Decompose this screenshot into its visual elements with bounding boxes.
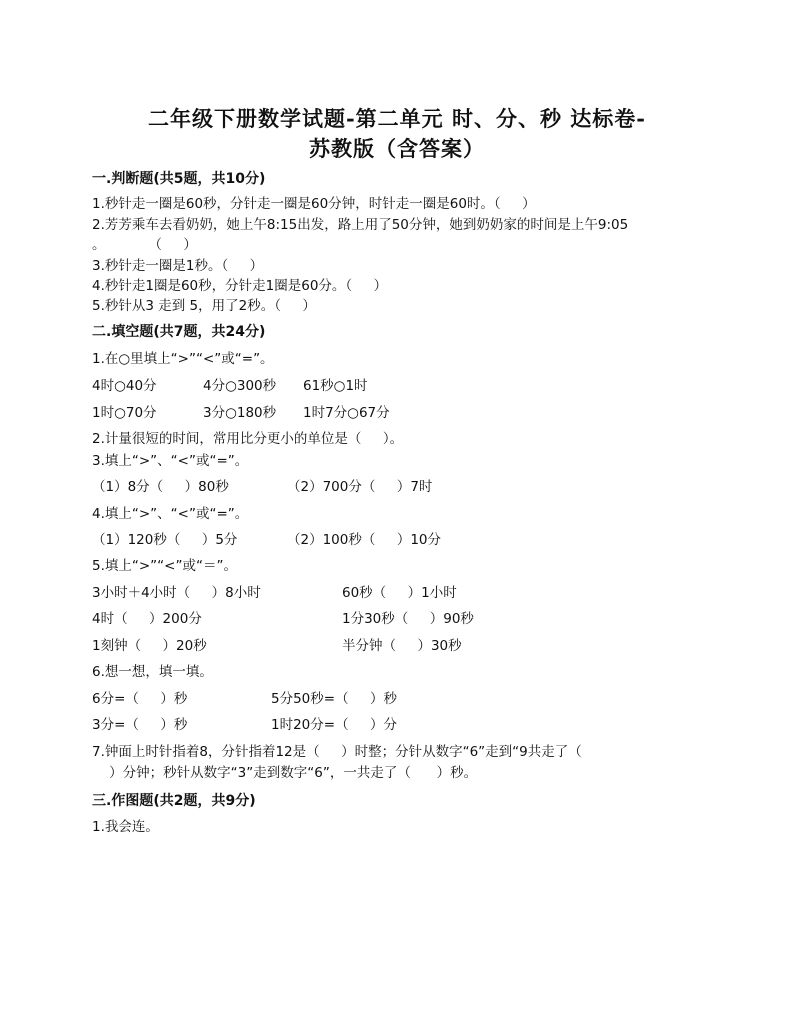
s2-question-5: 5.填上“>”“<”或“＝”。 — [92, 558, 237, 574]
s2-question-2: 2.计量很短的时间，常用比分更小的单位是（ ）。 — [92, 431, 404, 447]
s2-q1-item: 4时○40分 — [92, 378, 157, 394]
s2-q5-item: 半分钟（ ）30秒 — [342, 638, 462, 654]
s2-q4-item: （1）120秒（ ）5分 — [92, 532, 238, 548]
section-3-heading: 三.作图题(共2题，共9分) — [92, 793, 256, 809]
s1-question-2-line-2: 。 （ ） — [92, 237, 197, 253]
s2-q4-item: （2）100秒（ ）10分 — [287, 532, 441, 548]
s1-question-5: 5.秒针从3 走到 5，用了2秒。（ ） — [92, 298, 316, 314]
s1-question-2-line-1: 2.芳芳乘车去看奶奶，她上午8:15出发，路上用了50分钟，她到奶奶家的时间是上午9:05 — [92, 217, 629, 233]
s2-q5-item: 1分30秒（ ）90秒 — [342, 611, 474, 627]
s2-q3-item: （1）8分（ ）80秒 — [92, 479, 229, 495]
document-title-line-1: 二年级下册数学试题-第二单元 时、分、秒 达标卷- — [147, 106, 647, 131]
section-2-heading: 二.填空题(共7题，共24分) — [92, 324, 266, 340]
s2-q1-item: 4分○300秒 — [203, 378, 277, 394]
s2-q6-item: 6分=（ ）秒 — [92, 691, 188, 707]
s2-question-7-line-2: ）分钟；秒针从数字“3”走到数字“6”，一共走了（ ）秒。 — [92, 765, 478, 781]
s2-q1-item: 61秒○1时 — [303, 378, 368, 394]
s2-q1-item: 1时7分○67分 — [303, 405, 390, 421]
s3-question-1: 1.我会连。 — [92, 819, 159, 835]
s1-question-3: 3.秒针走一圈是1秒。（ ） — [92, 258, 264, 274]
s2-question-6: 6.想一想，填一填。 — [92, 664, 213, 680]
s2-q5-item: 3小时＋4小时（ ）8小时 — [92, 585, 261, 601]
s2-q6-item: 3分=（ ）秒 — [92, 717, 188, 733]
s2-question-4: 4.填上“>”、“<”或“=”。 — [92, 506, 249, 522]
document-title-line-2: 苏教版（含答案） — [309, 136, 485, 161]
s2-q1-item: 3分○180秒 — [203, 405, 277, 421]
s1-question-1: 1.秒针走一圈是60秒，分针走一圈是60分钟，时针走一圈是60时。（ ） — [92, 196, 536, 212]
section-1-heading: 一.判断题(共5题，共10分) — [92, 171, 266, 187]
s2-q5-item: 4时（ ）200分 — [92, 611, 202, 627]
s2-q6-item: 1时20分=（ ）分 — [271, 717, 398, 733]
s2-question-1: 1.在○里填上“>”“<”或“=”。 — [92, 351, 274, 367]
s1-question-4: 4.秒针走1圈是60秒，分针走1圈是60分。（ ） — [92, 278, 388, 294]
s2-q6-item: 5分50秒=（ ）秒 — [271, 691, 398, 707]
s2-question-3: 3.填上“>”、“<”或“=”。 — [92, 453, 249, 469]
s2-q5-item: 60秒（ ）1小时 — [342, 585, 457, 601]
s2-question-7-line-1: 7.钟面上时针指着8，分针指着12是（ ）时整；分针从数字“6”走到“9共走了（ — [92, 744, 582, 760]
s2-q1-item: 1时○70分 — [92, 405, 157, 421]
s2-q3-item: （2）700分（ ）7时 — [287, 479, 433, 495]
s2-q5-item: 1刻钟（ ）20秒 — [92, 638, 207, 654]
